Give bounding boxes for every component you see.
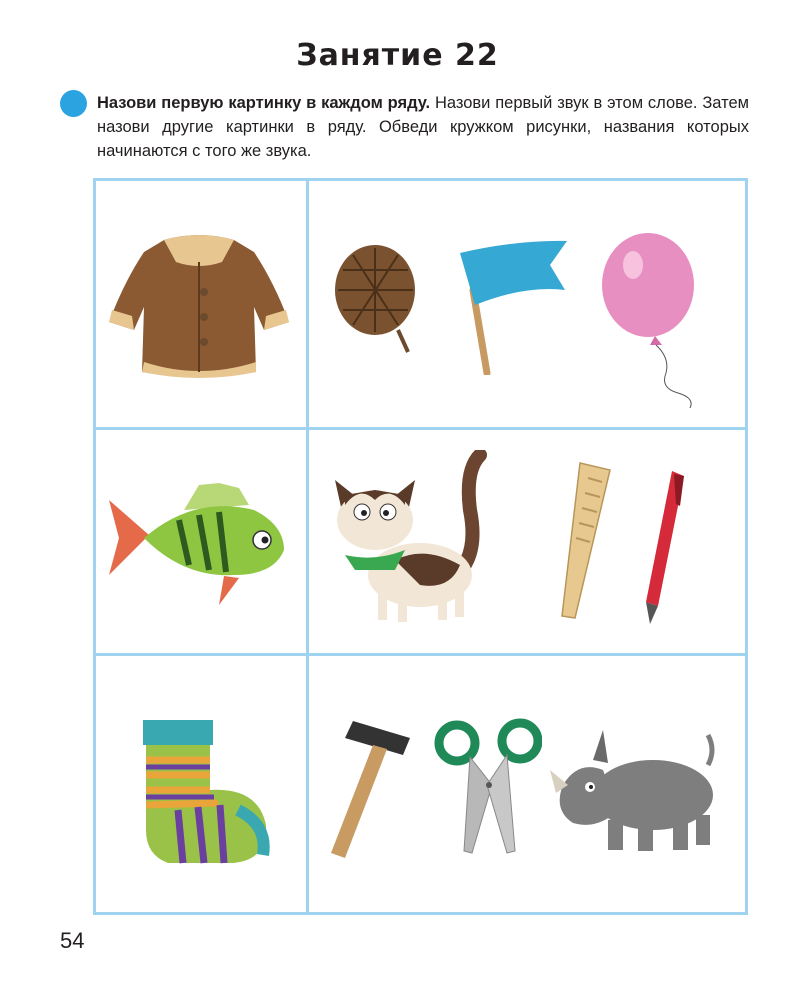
fish-icon[interactable]: [104, 480, 289, 605]
grid-divider-vertical: [306, 178, 309, 915]
grid-divider-row-2: [93, 653, 748, 656]
cat-icon[interactable]: [320, 450, 495, 625]
comb-icon[interactable]: [540, 458, 615, 623]
balloon-icon[interactable]: [600, 233, 705, 408]
pine-cone-icon[interactable]: [328, 240, 423, 355]
lesson-title: Занятие 22: [296, 38, 499, 73]
fur-coat-icon[interactable]: [104, 222, 294, 382]
scissors-icon[interactable]: [432, 715, 542, 860]
grid-divider-row-1: [93, 427, 748, 430]
bullet-icon: [60, 90, 87, 117]
flag-icon[interactable]: [455, 235, 570, 375]
instruction-bold: Назови первую картинку в каждом ряду.: [97, 94, 431, 112]
pen-icon[interactable]: [640, 466, 690, 626]
rhino-icon[interactable]: [548, 715, 718, 860]
sock-icon[interactable]: [138, 715, 270, 867]
instruction-rest: Назови первый звук в этом слове. Затем назови другие картинки в ряду. Обведи кружком рисунки, названия которых начинаются с того же звука.: [97, 94, 749, 160]
instruction-text: [97, 91, 749, 163]
hammer-icon[interactable]: [325, 713, 420, 863]
page-number: 54: [60, 928, 85, 953]
